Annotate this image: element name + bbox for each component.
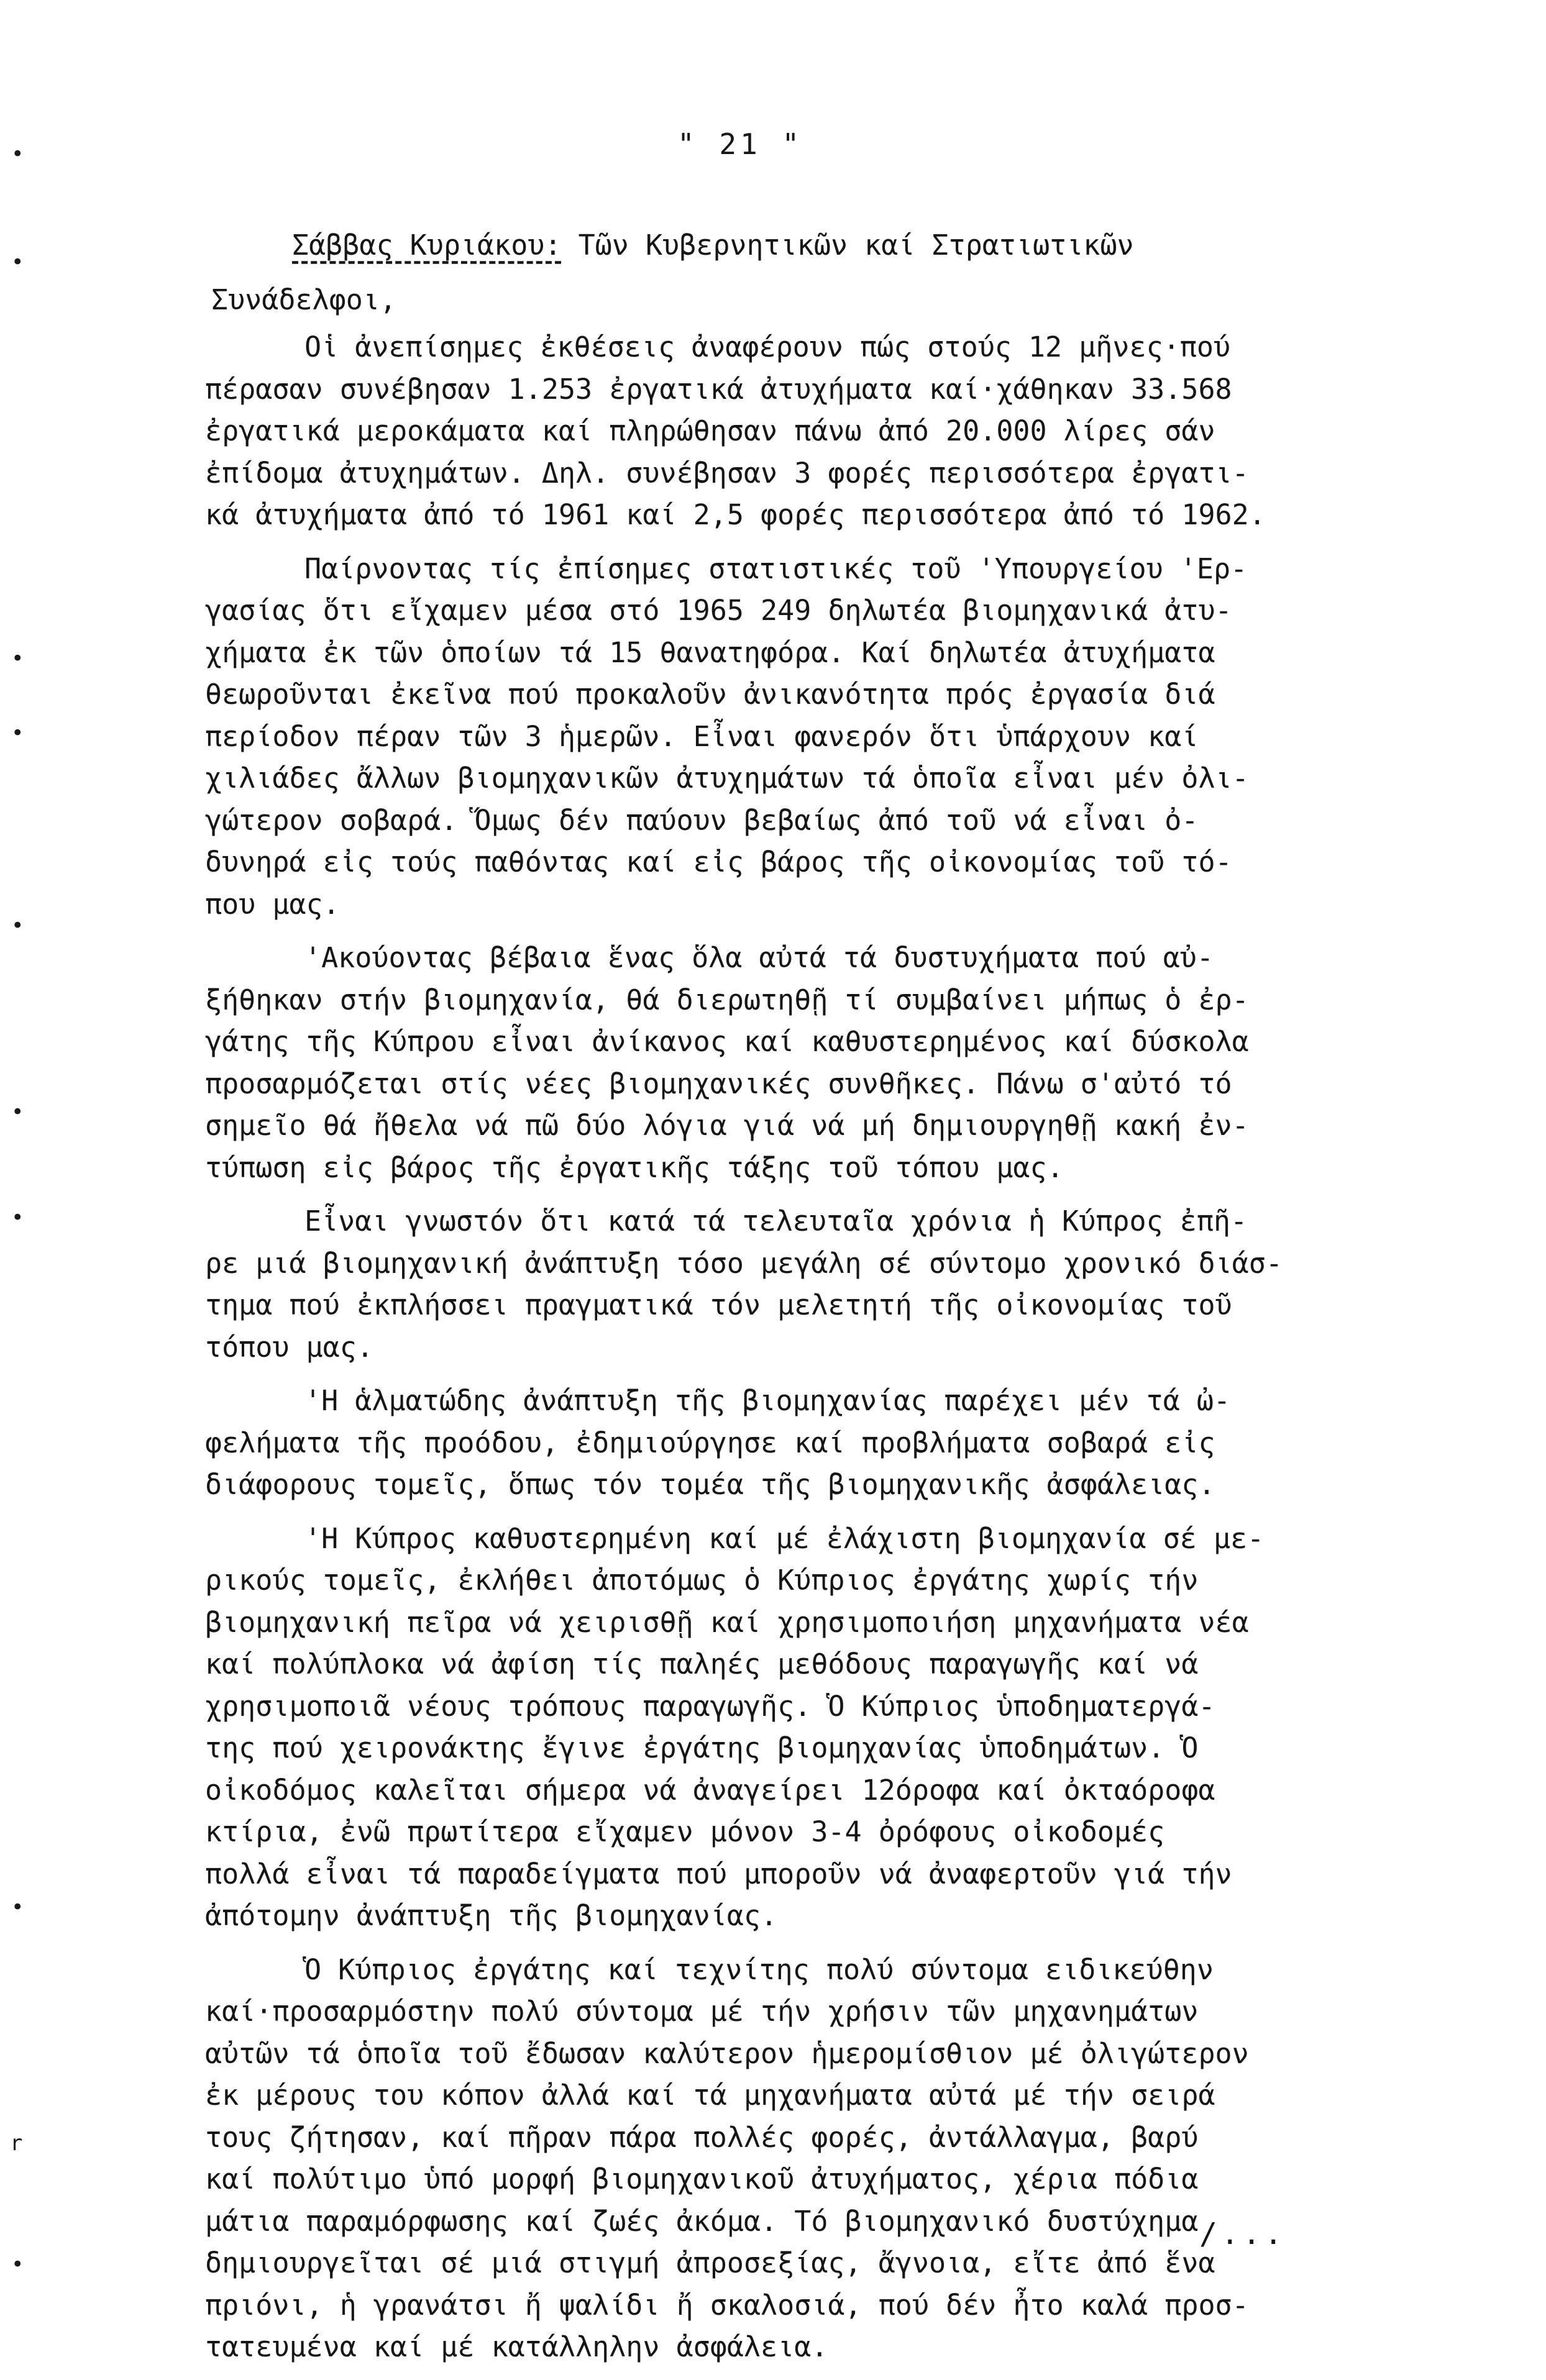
text-line: της πού χειρονάκτης ἔγινε ἐργάτης βιομηχανίας ὑποδημάτων. Ὁ bbox=[205, 1731, 1199, 1764]
text-line: που μας. bbox=[205, 887, 340, 921]
text-line: ἐπίδομα ἀτυχημάτων. Δηλ. συνέβησαν 3 φορές περισσότερα ἐργατι- bbox=[205, 456, 1249, 490]
text-line: θεωροῦνται ἐκεῖνα πού προκαλοῦν ἀνικανότητα πρός ἐργασία διά bbox=[205, 678, 1215, 711]
margin-dot: • bbox=[11, 1895, 24, 1920]
text-line: χιλιάδες ἄλλων βιομηχανικῶν ἀτυχημάτων τά ὁποῖα εἶναι μέν ὀλι- bbox=[205, 762, 1249, 795]
page-number: " 21 " bbox=[677, 127, 803, 161]
text-line: χρησιμοποιᾶ νέους τρόπους παραγωγῆς. Ὁ Κύπριος ὑποδηματεργά- bbox=[205, 1689, 1215, 1723]
text-line: καί πολύπλοκα νά ἀφίση τίς παληές μεθόδους παραγωγῆς καί νά bbox=[205, 1648, 1199, 1680]
paragraph bbox=[205, 1200, 1435, 1368]
continuation-mark: /... bbox=[1199, 2217, 1286, 2251]
text-line: Εἶναι γνωστόν ὅτι κατά τά τελευταῖα χρόνια ἡ Κύπρος ἐπῆ- bbox=[304, 1205, 1248, 1238]
paragraph bbox=[205, 1380, 1435, 1506]
text-line: γώτερον σοβαρά. Ὅμως δέν παύουν βεβαίως ἀπό τοῦ νά εἶναι ὀ- bbox=[205, 803, 1199, 837]
text-line: μάτια παραμόρφωσης καί ζωές ἀκόμα. Τό βιομηχανικό δυστύχημα bbox=[205, 2204, 1199, 2238]
text-line: κτίρια, ἐνῶ πρωτίτερα εἴχαμεν μόνον 3-4 ὀρόφους οἰκοδομές bbox=[205, 1815, 1165, 1848]
text-line: 'Η Κύπρος καθυστερημένη καί μέ ἐλάχιστη βιομηχανία σέ με- bbox=[304, 1521, 1265, 1555]
text-line: γάτης τῆς Κύπρου εἶναι ἀνίκανος καί καθυστερημένος καί δύσκολα bbox=[205, 1025, 1249, 1058]
text-line: βιομηχανική πεῖρα νά χειρισθῇ καί χρησιμοποιήση μηχανήματα νέα bbox=[205, 1605, 1249, 1639]
text-line: τατευμένα καί μέ κατάλληλην ἀσφάλεια. bbox=[205, 2330, 828, 2363]
margin-dot: • bbox=[11, 2252, 24, 2277]
text-line: πολλά εἶναι τά παραδείγματα πού μποροῦν νά ἀναφερτοῦν γιά τήν bbox=[205, 1857, 1232, 1890]
margin-dot: • bbox=[11, 721, 24, 745]
text-line: 'Ακούοντας βέβαια ἕνας ὅλα αὐτά τά δυστυχήματα πού αὐ- bbox=[304, 941, 1214, 974]
margin-dot: • bbox=[11, 250, 24, 275]
text-line: τόπου μας. bbox=[205, 1330, 373, 1364]
margin-dot: • bbox=[11, 646, 24, 671]
text-line: ἐκ μέρους του κόπον ἀλλά καί τά μηχανήματα αὐτά μέ τήν σειρά bbox=[205, 2079, 1215, 2112]
text-line: δυνηρά εἰς τούς παθόντας καί εἰς βάρος τῆς οἰκονομίας τοῦ τό- bbox=[205, 846, 1232, 878]
paragraph bbox=[205, 937, 1435, 1188]
paragraph bbox=[205, 548, 1435, 926]
text-line: χήματα ἐκ τῶν ὁποίων τά 15 θανατηφόρα. Καί δηλωτέα ἀτυχήματα bbox=[205, 636, 1215, 669]
paragraph bbox=[205, 1518, 1435, 1937]
text-line: προσαρμόζεται στίς νέες βιομηχανικές συνθῆκες. Πάνω σ'αὐτό τό bbox=[205, 1067, 1232, 1100]
paragraph bbox=[205, 326, 1435, 536]
margin-mark-r: r bbox=[10, 2131, 23, 2156]
paragraph bbox=[205, 1949, 1435, 2368]
text-line: γασίας ὅτι εἴχαμεν μέσα στό 1965 249 δηλωτέα βιομηχανικά ἀτυ- bbox=[205, 594, 1232, 627]
text-line: ξήθηκαν στήν βιομηχανία, θά διερωτηθῇ τί συμβαίνει μήπως ὁ ἐρ- bbox=[205, 983, 1249, 1016]
speaker-affiliation: Τῶν Κυβερνητικῶν καί Στρατιωτικῶν bbox=[578, 229, 1134, 262]
text-line: κά ἀτυχήματα ἀπό τό 1961 καί 2,5 φορές περισσότερα ἀπό τό 1962. bbox=[205, 498, 1266, 531]
text-line: σημεῖο θά ἤθελα νά πῶ δύο λόγια γιά νά μή δημιουργηθῇ κακή ἐν- bbox=[205, 1109, 1249, 1142]
text-line: καί·προσαρμόστην πολύ σύντομα μέ τήν χρήσιν τῶν μηχανημάτων bbox=[205, 1995, 1199, 2028]
text-line: πριόνι, ἡ γρανάτσι ἤ ψαλίδι ἤ σκαλοσιά, πού δέν ἦτο καλά προσ- bbox=[205, 2288, 1249, 2322]
text-line: ἐργατικά μεροκάματα καί πληρώθησαν πάνω ἀπό 20.000 λίρες σάν bbox=[205, 414, 1215, 447]
body-text bbox=[205, 326, 1435, 2380]
speaker-heading bbox=[292, 224, 1411, 267]
text-line: Ὁ Κύπριος ἐργάτης καί τεχνίτης πολύ σύντομα ειδικεύθην bbox=[304, 1953, 1214, 1986]
text-line: αὐτῶν τά ὁποῖα τοῦ ἔδωσαν καλύτερον ἡμερομίσθιον μέ ὀλιγώτερον bbox=[205, 2036, 1249, 2070]
text-line: οἰκοδόμος καλεῖται σήμερα νά ἀναγείρει 12όροφα καί ὀκταόροφα bbox=[205, 1773, 1215, 1807]
text-line: Παίρνοντας τίς ἐπίσημες στατιστικές τοῦ 'Υπουργείου 'Ερ- bbox=[304, 552, 1248, 585]
margin-dot: • bbox=[11, 142, 24, 166]
text-line: ἀπότομην ἀνάπτυξη τῆς βιομηχανίας. bbox=[205, 1899, 778, 1932]
margin-dot: • bbox=[11, 913, 24, 938]
text-line: ρικούς τομεῖς, ἐκλήθει ἀποτόμως ὁ Κύπριος ἐργάτης χωρίς τήν bbox=[205, 1564, 1199, 1597]
text-line: τύπωση εἰς βάρος τῆς ἐργατικῆς τάξης τοῦ τόπου μας. bbox=[205, 1151, 1064, 1184]
text-line: 'Η ἁλματώδης ἀνάπτυξη τῆς βιομηχανίας παρέχει μέν τά ὠ- bbox=[304, 1384, 1231, 1417]
text-line: δημιουργεῖται σέ μιά στιγμή ἀπροσεξίας, ἄγνοια, εἴτε ἀπό ἕνα bbox=[205, 2246, 1215, 2279]
text-line: τους ζήτησαν, καί πῆραν πάρα πολλές φορές, ἀντάλλαγμα, βαρύ bbox=[205, 2120, 1199, 2154]
text-line: Οἱ ἀνεπίσημες ἐκθέσεις ἀναφέρουν πώς στούς 12 μῆνες·πού bbox=[304, 331, 1231, 363]
text-line: ρε μιά βιομηχανική ἀνάπτυξη τόσο μεγάλη σέ σύντομο χρονικό διάσ- bbox=[205, 1246, 1283, 1280]
text-line: καί πολύτιμο ὑπό μορφή βιομηχανικοῦ ἀτυχήματος, χέρια πόδια bbox=[205, 2163, 1199, 2195]
speaker-name: Σάββας Κυριάκου: bbox=[292, 229, 562, 262]
text-line: περίοδον πέραν τῶν 3 ἡμερῶν. Εἶναι φανερόν ὅτι ὑπάρχουν καί bbox=[205, 719, 1199, 753]
margin-dot: • bbox=[11, 1205, 24, 1230]
text-line: τημα πού ἐκπλήσσει πραγματικά τόν μελετητή τῆς οἰκονομίας τοῦ bbox=[205, 1288, 1232, 1321]
margin-dot: • bbox=[11, 1100, 24, 1124]
text-line: διάφορους τομεῖς, ὅπως τόν τομέα τῆς βιομηχανικῆς ἀσφάλειας. bbox=[205, 1468, 1215, 1501]
salutation: Συνάδελφοι, bbox=[211, 283, 397, 316]
text-line: πέρασαν συνέβησαν 1.253 ἐργατικά ἀτυχήματα καί·χάθηκαν 33.568 bbox=[205, 372, 1232, 406]
text-line: φελήματα τῆς προόδου, ἐδημιούργησε καί προβλήματα σοβαρά εἰς bbox=[205, 1426, 1215, 1459]
